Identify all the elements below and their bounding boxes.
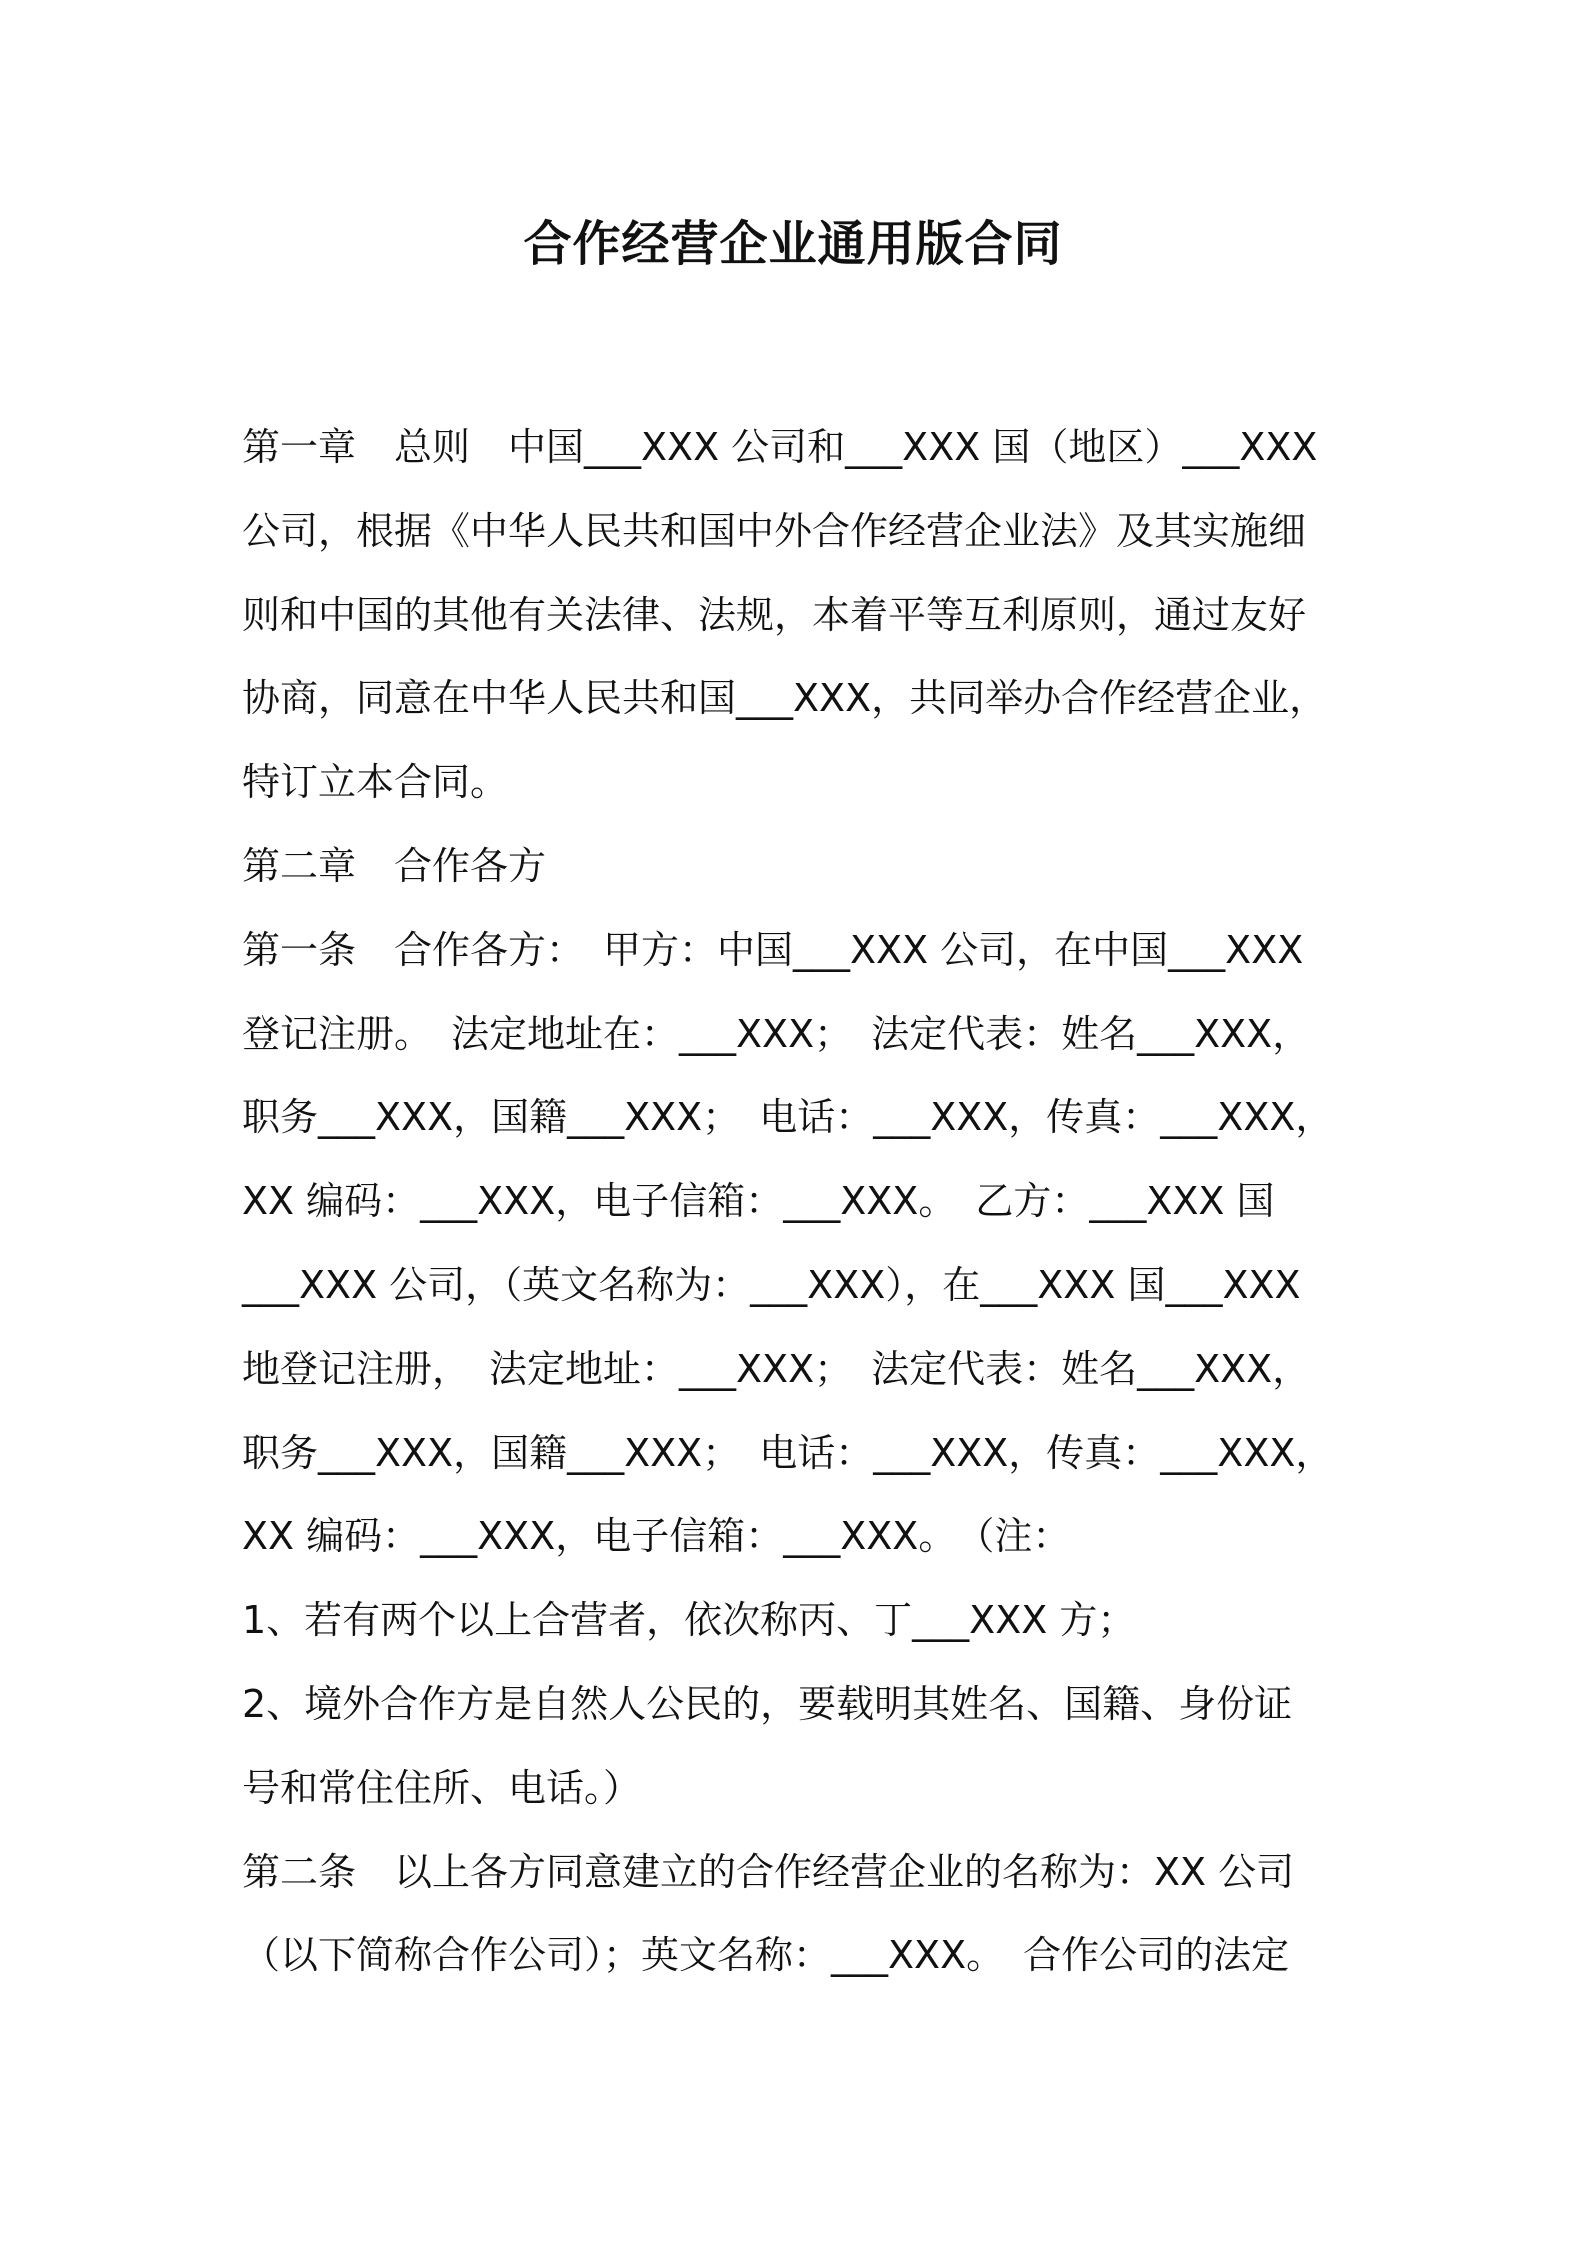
text-line: 特订立本合同。	[242, 760, 509, 805]
text-line: ___XXX 公司，（英文名称为：___XXX），在___XXX 国___XXX	[242, 1262, 1301, 1307]
text-line: 职务___XXX，国籍___XXX； 电话：___XXX，传真：___XXX，	[242, 1095, 1334, 1140]
document-body	[242, 406, 1362, 1998]
text-line: 第一章 总则 中国___XXX 公司和___XXX 国（地区）___XXX	[242, 425, 1318, 469]
note-item: 2、境外合作方是自然人公民的，要载明其姓名、国籍、身份证	[242, 1681, 1293, 1726]
text-line: XX 编码：___XXX，电子信箱：___XXX。 乙方：___XXX 国	[242, 1179, 1275, 1224]
text-line: 则和中国的其他有关法律、法规，本着平等互利原则，通过友好	[242, 592, 1307, 637]
text-line: 第一条 合作各方： 甲方：中国___XXX 公司，在中国___XXX	[242, 927, 1304, 972]
text-line: （以下简称合作公司）；英文名称：___XXX。 合作公司的法定	[242, 1933, 1290, 1978]
note-item: 1、若有两个以上合营者，依次称丙、丁___XXX 方；	[242, 1598, 1136, 1643]
text-line: 登记注册。 法定地址在：___XXX； 法定代表：姓名___XXX，	[242, 1011, 1311, 1056]
text-line: 协商，同意在中华人民共和国___XXX，共同举办合作经营企业，	[242, 676, 1328, 721]
article-line: 第二条 以上各方同意建立的合作经营企业的名称为：XX 公司	[242, 1849, 1295, 1894]
text-line: 地登记注册， 法定地址：___XXX； 法定代表：姓名___XXX，	[242, 1346, 1311, 1391]
chapter-heading: 第二章 合作各方	[242, 843, 547, 888]
text-line: 职务___XXX，国籍___XXX； 电话：___XXX，传真：___XXX，	[242, 1430, 1334, 1475]
document-title: 合作经营企业通用版合同	[523, 216, 1063, 272]
text-line: 公司，根据《中华人民共和国中外合作经营企业法》及其实施细	[242, 508, 1307, 553]
text-line: 号和常住住所、电话。）	[242, 1765, 642, 1810]
text-line: XX 编码：___XXX，电子信箱：___XXX。 （注：	[242, 1514, 1071, 1559]
